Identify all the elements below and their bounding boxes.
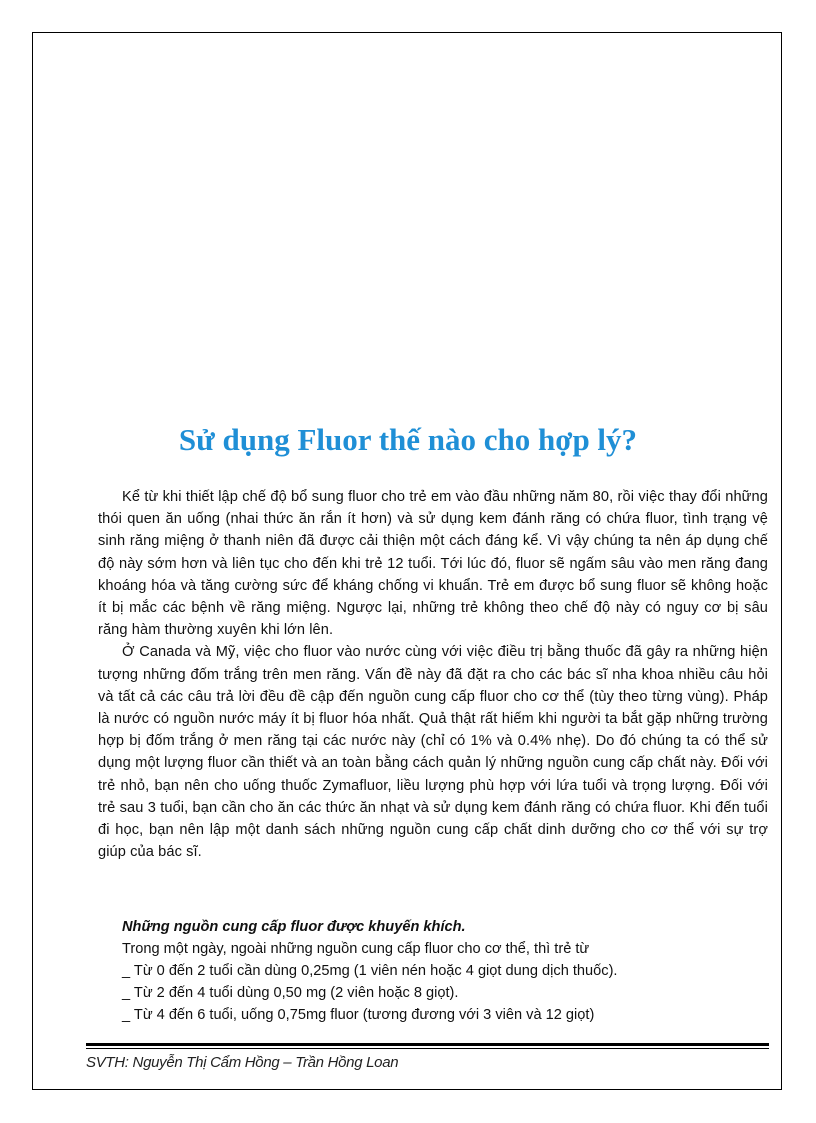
page-title: Sử dụng Fluor thế nào cho hợp lý? [178, 422, 638, 457]
recommended-sources-section [122, 916, 762, 1026]
section-heading: Những nguồn cung cấp fluor được khuyến khích. [122, 919, 466, 935]
list-item: _ Từ 0 đến 2 tuổi cần dùng 0,25mg (1 viên nén hoặc 4 giọt dung dịch thuốc). [122, 963, 618, 979]
footer-divider-thin [86, 1048, 769, 1049]
section-intro: Trong một ngày, ngoài những nguồn cung cấp fluor cho cơ thể, thì trẻ từ [122, 941, 590, 957]
footer-divider-thick [86, 1043, 769, 1046]
list-item: _ Từ 4 đến 6 tuổi, uống 0,75mg fluor (tương đương với 3 viên và 12 giọt) [122, 1007, 595, 1023]
footer-authors: SVTH: Nguyễn Thị Cẩm Hồng – Trần Hồng Loan [86, 1054, 399, 1071]
paragraph: Ở Canada và Mỹ, việc cho fluor vào nước cùng với việc điều trị bằng thuốc đã gây ra những hiện tượng những đốm trắng trên men răng. Vấn đề này đã đặt ra cho các bác sĩ nha khoa nhiều câu hỏi và tất cả các câu trả lời đều đề cập đến nguồn cung cấp fluor cho cơ thể (tùy theo từng vùng). Pháp là nước có nguồn nước máy ít bị fluor hóa nhất. Quả thật rất hiếm khi người ta bắt gặp những trường hợp bị đốm trắng ở men răng tại các nước này (chỉ có 1% và 0.4% nhẹ). Do đó chúng ta có thể sử dụng một lượng fluor cần thiết và an toàn bằng cách quản lý những nguồn cung cấp chất này. Đối với trẻ nhỏ, bạn nên cho uống thuốc Zymafluor, liều lượng phù hợp với lứa tuổi và trọng lượng. Đối với trẻ sau 3 tuổi, bạn cần cho ăn các thức ăn nhạt và sử dụng kem đánh răng có chứa fluor. Khi đến tuổi đi học, bạn nên lập một danh sách những nguồn cung cấp chất dinh dưỡng cho cơ thể với sự trợ giúp của bác sĩ. [98, 644, 768, 861]
paragraph: Kể từ khi thiết lập chế độ bổ sung fluor cho trẻ em vào đầu những năm 80, rồi việc thay đổi những thói quen ăn uống (nhai thức ăn rắn ít hơn) và sử dụng kem đánh răng có chứa fluor, tình trạng vệ sinh răng miệng ở thanh niên đã được cải thiện một cách đáng kể. Vì vậy chúng ta nên áp dụng chế độ này sớm hơn và liên tục cho đến khi trẻ 12 tuổi. Tới lúc đó, fluor sẽ ngấm sâu vào men răng đang khoáng hóa và tăng cường sức để kháng chống vi khuẩn. Trẻ em được bổ sung fluor sẽ không hoặc ít bị mắc các bệnh về răng miệng. Ngược lại, những trẻ không theo chế độ này có nguy cơ bị sâu răng hàm thường xuyên khi lớn lên. [98, 489, 768, 639]
document-body [98, 486, 768, 863]
list-item: _ Từ 2 đến 4 tuổi dùng 0,50 mg (2 viên hoặc 8 giọt). [122, 985, 459, 1001]
